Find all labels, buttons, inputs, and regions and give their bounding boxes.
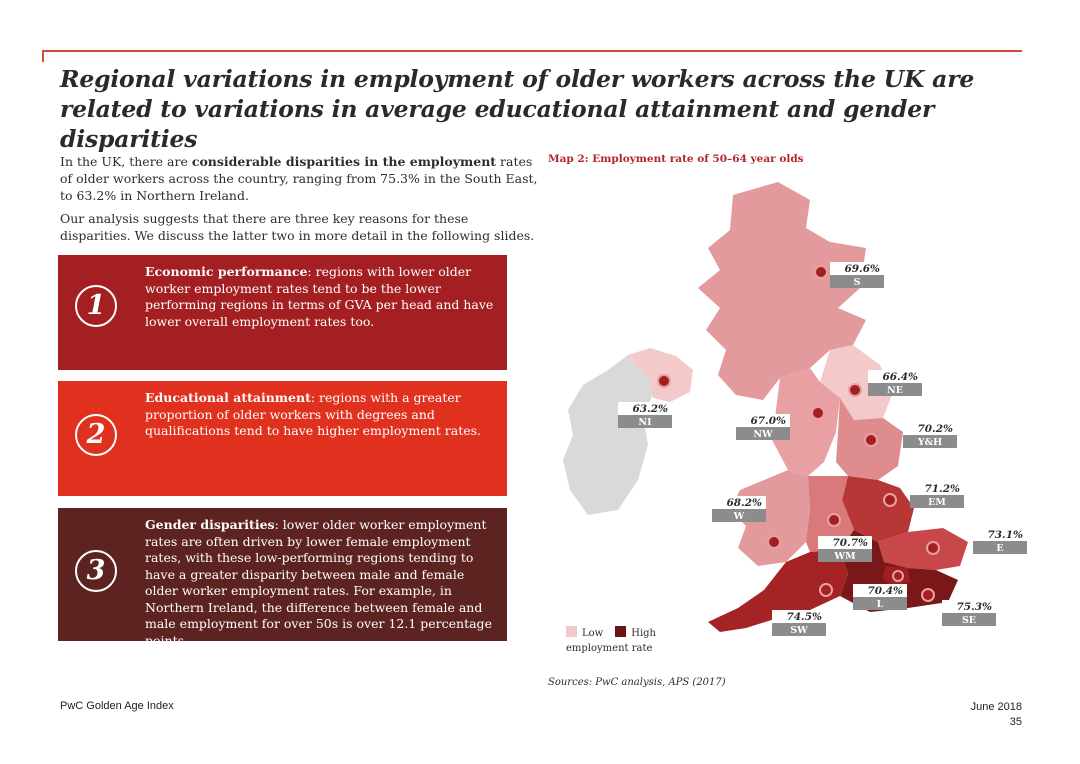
intro-p1-end: rates of older workers across the country, ranging from 75.3% in the South East, to 63.2% in Northern Ireland. — [60, 154, 538, 203]
footer-meta — [971, 700, 1022, 730]
intro-p1-start: In the UK, there are — [60, 154, 192, 169]
region-value: 74.5% — [786, 611, 822, 623]
legend-caption: employment rate — [566, 643, 653, 654]
region-code: EM — [928, 497, 946, 508]
uk-region-map — [548, 170, 1023, 650]
intro-p1-bold: considerable disparities in the employment — [191, 154, 497, 169]
reason-text-3 — [145, 517, 501, 649]
marker-north-west — [812, 407, 824, 419]
marker-wales — [768, 536, 780, 548]
marker-south-east — [922, 589, 934, 601]
legend-high — [615, 628, 656, 639]
legend-high-swatch — [615, 626, 626, 637]
region-value: 73.1% — [987, 529, 1023, 541]
map-title: Map 2: Employment rate of 50–64 year olds — [548, 153, 804, 165]
marker-east-midlands — [884, 494, 896, 506]
region-label-sw — [772, 610, 826, 636]
marker-north-east — [849, 384, 861, 396]
region-label-yh — [903, 422, 957, 448]
region-code: W — [733, 511, 745, 522]
footer-brand: PwC Golden Age Index — [60, 700, 174, 712]
reason-body-2: : regions with a greater proportion of older workers with degrees and qualifications tend to have higher employment rates. — [145, 390, 481, 438]
top-rule-tick — [42, 50, 44, 62]
marker-east — [927, 542, 939, 554]
region-code: NE — [887, 385, 903, 396]
footer-page-number: 35 — [1009, 716, 1022, 728]
reason-box-economic — [58, 255, 507, 370]
region-label-ne — [868, 370, 922, 396]
region-code: SW — [790, 625, 808, 636]
region-label-e — [973, 528, 1027, 554]
region-code: SE — [961, 615, 977, 626]
reason-heading-2: Educational attainment — [145, 390, 311, 405]
legend-low-label: Low — [582, 628, 604, 639]
reason-text-2 — [145, 390, 501, 440]
reason-body-3: : lower older worker employment rates are often driven by lower female employment rates, with these low-performing regions tending to have a greater disparity between male and female older worker employment rates. For example, in Northern Ireland, the difference between female and male employment for over 50s is over 12.1 percentage points. — [145, 517, 492, 648]
reason-box-education — [58, 381, 507, 496]
region-label-se — [942, 600, 996, 626]
reason-number-1: 1 — [75, 285, 117, 327]
legend-row — [566, 626, 668, 639]
region-value: 75.3% — [956, 601, 992, 613]
region-code: E — [996, 543, 1004, 554]
legend-low — [566, 628, 603, 639]
page-title: Regional variations in employment of older workers across the UK are related to variations in average educational attainment and gender disparities — [60, 65, 975, 153]
region-code: S — [853, 277, 861, 288]
intro-paragraph-2: Our analysis suggests that there are three key reasons for these disparities. We discuss the latter two in more detail in the following slides. — [60, 211, 535, 243]
region-value: 68.2% — [726, 497, 762, 509]
region-label-w — [712, 496, 766, 522]
reason-text-1 — [145, 264, 501, 330]
intro-paragraph-1 — [60, 153, 540, 204]
region-value: 70.2% — [917, 423, 953, 435]
region-value: 70.4% — [867, 585, 903, 597]
region-value: 67.0% — [750, 415, 786, 427]
reason-heading-1: Economic performance — [145, 264, 308, 279]
region-label-l — [853, 584, 907, 610]
region-label-em — [910, 482, 964, 508]
reason-box-gender — [58, 508, 507, 648]
region-code: L — [876, 599, 884, 610]
region-value: 63.2% — [632, 403, 668, 415]
reason-body-1: : regions with lower older worker employment rates tend to be the lower performing regions in terms of GVA per head and have lower overall employment rates too. — [145, 264, 494, 329]
reason-number-2: 2 — [75, 414, 117, 456]
region-code: NW — [753, 429, 773, 440]
region-label-ni — [618, 402, 672, 428]
region-code: WM — [834, 551, 856, 562]
footer-date: June 2018 — [970, 701, 1022, 713]
legend-low-swatch — [566, 626, 577, 637]
region-value: 70.7% — [832, 537, 868, 549]
marker-south-west — [820, 584, 832, 596]
region-label-s — [830, 262, 884, 288]
legend-high-label: High — [631, 628, 656, 639]
region-value: 66.4% — [882, 371, 918, 383]
map-legend — [566, 626, 668, 654]
marker-london — [893, 571, 903, 581]
intro-text — [60, 153, 540, 250]
marker-yorkshire — [865, 434, 877, 446]
reason-number-3: 3 — [75, 550, 117, 592]
region-value: 69.6% — [844, 263, 880, 275]
region-label-wm — [818, 536, 872, 562]
sources-note: Sources: PwC analysis, APS (2017) — [548, 677, 726, 688]
reason-heading-3: Gender disparities — [145, 517, 275, 532]
region-code: Y&H — [917, 437, 943, 448]
region-value: 71.2% — [924, 483, 960, 495]
marker-west-midlands — [828, 514, 840, 526]
region-label-nw — [736, 414, 790, 440]
ireland-shape — [563, 355, 658, 515]
region-code: NI — [638, 417, 652, 428]
marker-northern-ireland — [658, 375, 670, 387]
top-rule — [42, 50, 1022, 52]
marker-scotland — [815, 266, 827, 278]
